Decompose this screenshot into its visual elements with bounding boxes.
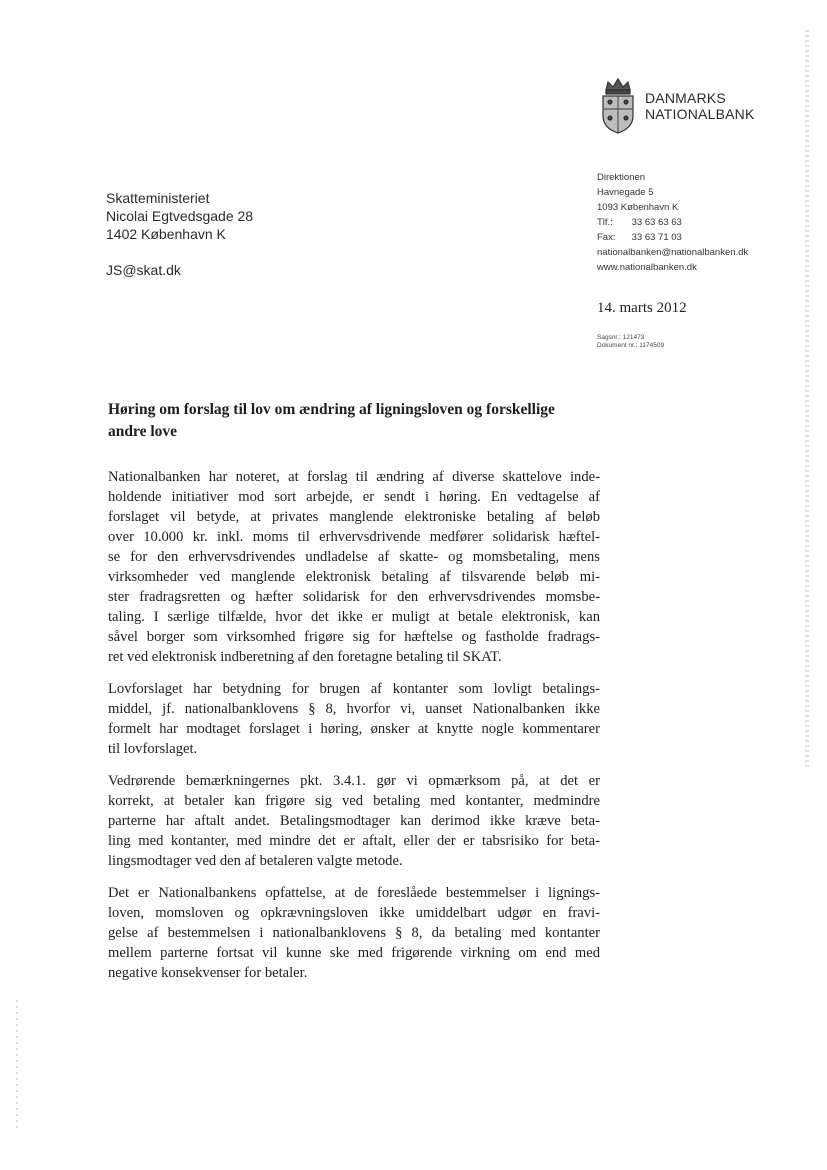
- body-line: negative konsekvenser for betaler.: [108, 965, 308, 981]
- recipient-name: Skatteministeriet: [106, 190, 210, 206]
- body-line: loven, momsloven og opkrævningsloven ikke umiddelbart udgør en fravi-: [108, 905, 600, 921]
- phone-label: Tlf.:: [597, 217, 613, 228]
- subject-line1: Høring om forslag til lov om ændring af ligningsloven og forskellige: [108, 401, 555, 418]
- recipient-address: [106, 189, 253, 243]
- body-line: ster fradragsretten og hæfter solidarisk for den erhvervsdrivendes momsbe-: [108, 589, 600, 605]
- body-line: korrekt, at betaler kan frigøre sig ved betaling med kontanter, medmindre: [108, 793, 600, 809]
- paragraph-3: [108, 771, 600, 871]
- body-line: parterne har aftalt andet. Betalingsmodtager kan derimod ikke kræve beta-: [108, 813, 600, 829]
- body-line: Vedrørende bemærkningernes pkt. 3.4.1. gør vi opmærksom på, at det er: [108, 773, 600, 789]
- body-line: se for den erhvervsdrivendes undladelse af skatte- og momsbetaling, mens: [108, 549, 600, 565]
- sender-department: Direktionen: [597, 172, 646, 183]
- body-line: gelse af bestemmelsen i nationalbanklovens § 8, da betaling med kontanter: [108, 925, 600, 941]
- paragraph-4: [108, 883, 600, 983]
- reference-numbers: [597, 334, 664, 350]
- sender-phone-row: [597, 215, 797, 230]
- phone-value: 33 63 63 63: [631, 217, 682, 228]
- body-line: middel, jf. nationalbanklovens § 8, hvorfor vi, uanset Nationalbanken ikke: [108, 701, 600, 717]
- nationalbank-crest-icon: [598, 76, 638, 136]
- body-line: holdende initiativer mod sort arbejde, er sendt i høring. En vedtagelse af: [108, 489, 600, 505]
- bank-name-line2: NATIONALBANK: [645, 106, 755, 122]
- fax-value: 33 63 71 03: [631, 232, 682, 243]
- body-line: lingsmodtager ved den af betaleren valgte metode.: [108, 853, 403, 869]
- body-line: taling. I særlige tilfælde, hvor det ikke er muligt at betale elektronisk, kan: [108, 609, 600, 625]
- body-line: Nationalbanken har noteret, at forslag til ændring af diverse skattelove inde-: [108, 469, 600, 485]
- sender-fax-row: [597, 230, 797, 245]
- body-line: forslaget vil betyde, at privates manglende elektroniske betaling af beløb: [108, 509, 600, 525]
- scan-edge-left: [16, 1000, 18, 1130]
- recipient-email: JS@skat.dk: [106, 262, 181, 278]
- document-number: Dokument nr.: 1174509: [597, 342, 665, 349]
- letter-date: 14. marts 2012: [597, 300, 687, 316]
- case-number: Sagsnr.: 121473: [597, 334, 645, 341]
- letter-subject: [108, 399, 598, 443]
- bank-name-line1: DANMARKS: [645, 90, 726, 106]
- bank-name: [645, 90, 755, 122]
- recipient-city: 1402 København K: [106, 226, 226, 242]
- body-line: mellem parterne fortsat vil kunne ske med frigørende virkning om end med: [108, 945, 600, 961]
- scan-edge-right: [805, 30, 809, 770]
- body-line: formelt har modtaget forslaget i høring, ønsker at knytte nogle kommentarer: [108, 721, 600, 737]
- body-line: Det er Nationalbankens opfattelse, at de foreslåede bestemmelser i lignings-: [108, 885, 600, 901]
- paragraph-1: [108, 467, 600, 667]
- body-line: til lovforslaget.: [108, 741, 198, 757]
- sender-street: Havnegade 5: [597, 187, 654, 198]
- sender-web: www.nationalbanken.dk: [597, 262, 697, 273]
- body-line: Lovforslaget har betydning for brugen af kontanter som lovligt betalings-: [108, 681, 600, 697]
- sender-city: 1093 København K: [597, 202, 679, 213]
- body-line: såvel borger som virksomhed frigøre sig for hæftelse og fastholde fradrags-: [108, 629, 600, 645]
- body-line: virksomheder ved manglende elektronisk betaling af tilsvarende beløb mi-: [108, 569, 600, 585]
- subject-line2: andre love: [108, 423, 178, 440]
- sender-email: nationalbanken@nationalbanken.dk: [597, 247, 749, 258]
- paragraph-2: [108, 679, 600, 759]
- sender-block: [597, 170, 797, 275]
- letter-body: [108, 467, 600, 995]
- recipient-street: Nicolai Egtvedsgade 28: [106, 208, 254, 224]
- body-line: ling med kontanter, med mindre det er aftalt, eller der er tabsrisiko for beta-: [108, 833, 600, 849]
- fax-label: Fax:: [597, 232, 616, 243]
- body-line: ret ved elektronisk indberetning af den foretagne betaling til SKAT.: [108, 649, 502, 665]
- body-line: over 10.000 kr. inkl. moms til erhvervsdrivende medfører solidarisk hæftel-: [108, 529, 600, 545]
